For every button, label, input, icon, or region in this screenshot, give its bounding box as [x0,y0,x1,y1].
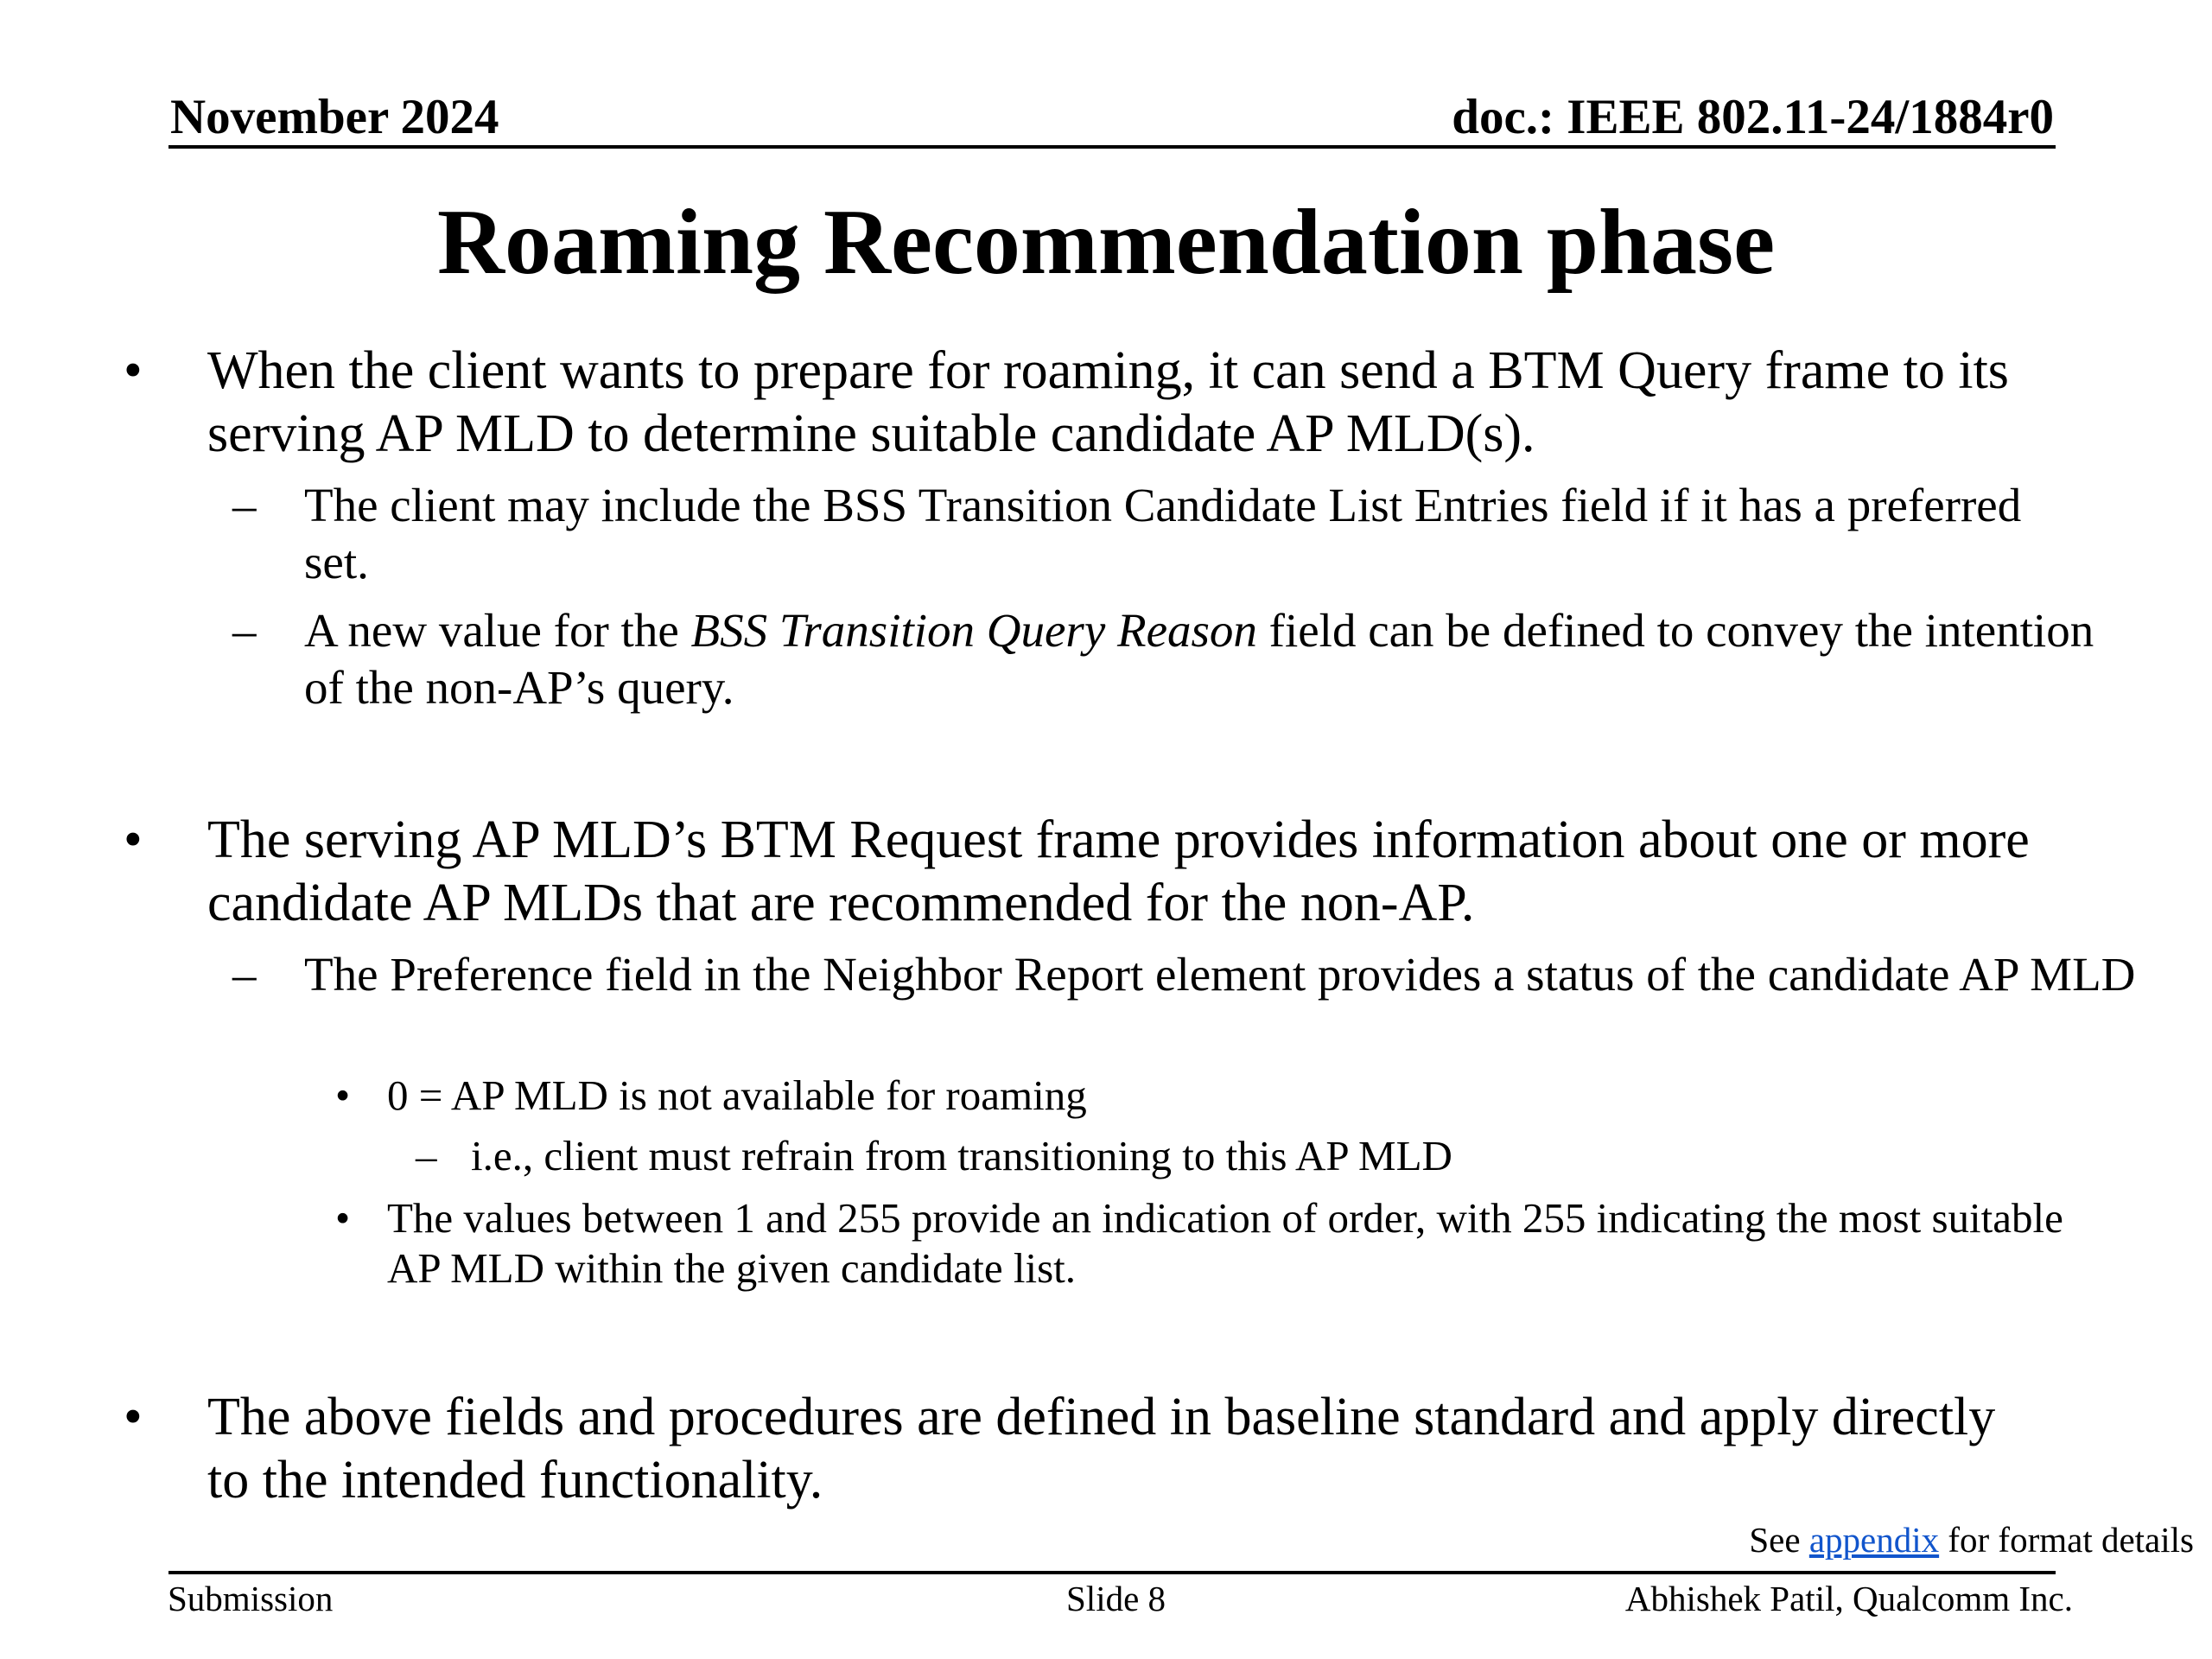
bullet-marker: • [124,341,143,400]
appendix-note [1749,1522,2194,1558]
bullet-3 [124,1386,2022,1512]
bullet-1 [124,340,2134,466]
appendix-note-pre: See [1749,1520,1809,1560]
bullet-2-sub-1-item-a-detail [416,1131,2113,1181]
bullet-2-sub-1-item-a [335,1071,2115,1121]
bullet-2 [124,809,2134,935]
header-divider [168,145,2056,149]
bullet-2-sub-1-item-b-text: The values between 1 and 255 provide an indication of order, with 255 indicating the most suitable AP MLD within the given candidate list. [387,1194,2063,1292]
bullet-marker: • [335,1194,351,1242]
footer-author: Abhishek Patil, Qualcomm Inc. [1624,1579,2073,1618]
bullet-1-sub-2-field-name: BSS Transition Query Reason [690,604,1257,657]
bullet-1-sub-2-text-post: field can be defined to convey the intention of the non-AP’s query. [304,604,2094,714]
footer-slide-number: Slide 8 [1066,1579,1166,1618]
appendix-note-post: for format details [1939,1520,2194,1560]
appendix-link[interactable]: appendix [1808,1520,1940,1560]
dash-marker: – [232,479,257,531]
bullet-marker: • [124,810,143,869]
footer-submission: Submission [168,1579,334,1618]
bullet-marker: • [335,1071,351,1119]
bullet-2-sub-1-item-b [335,1193,2081,1294]
bullet-marker: • [124,1388,143,1446]
footer-divider [168,1571,2056,1574]
bullet-3-text: The above fields and procedures are defined in baseline standard and apply directly to the intended functionality. [207,1388,1996,1510]
slide-title: Roaming Recommendation phase [436,191,1776,294]
bullet-1-sub-2-text-pre: A new value for the [304,604,691,657]
bullet-1-text: When the client wants to prepare for roaming, it can send a BTM Query frame to its serving AP MLD to determine suitable candidate AP MLD(s). [207,341,2009,463]
dash-marker: – [232,604,257,657]
bullet-1-sub-1-text: The client may include the BSS Transition Candidate List Entries field if it has a preferred set. [304,479,2022,588]
bullet-1-sub-2 [232,602,2101,716]
dash-marker: – [416,1132,437,1179]
header-date: November 2024 [170,90,499,144]
dash-marker: – [232,948,257,1001]
bullet-2-sub-1-text: The Preference field in the Neighbor Report element provides a status of the candidate AP MLD [304,948,2136,1001]
bullet-2-sub-1 [232,946,2145,1003]
bullet-2-sub-1-item-a-detail-text: i.e., client must refrain from transitioning to this AP MLD [471,1132,1452,1179]
bullet-2-text: The serving AP MLD’s BTM Request frame provides information about one or more candidate AP MLDs that are recommended for the non-AP. [207,810,2030,932]
header-doc-id: doc.: IEEE 802.11-24/1884r0 [1452,90,2054,144]
bullet-2-sub-1-item-a-text: 0 = AP MLD is not available for roaming [387,1071,1087,1119]
bullet-1-sub-1 [232,477,2032,591]
